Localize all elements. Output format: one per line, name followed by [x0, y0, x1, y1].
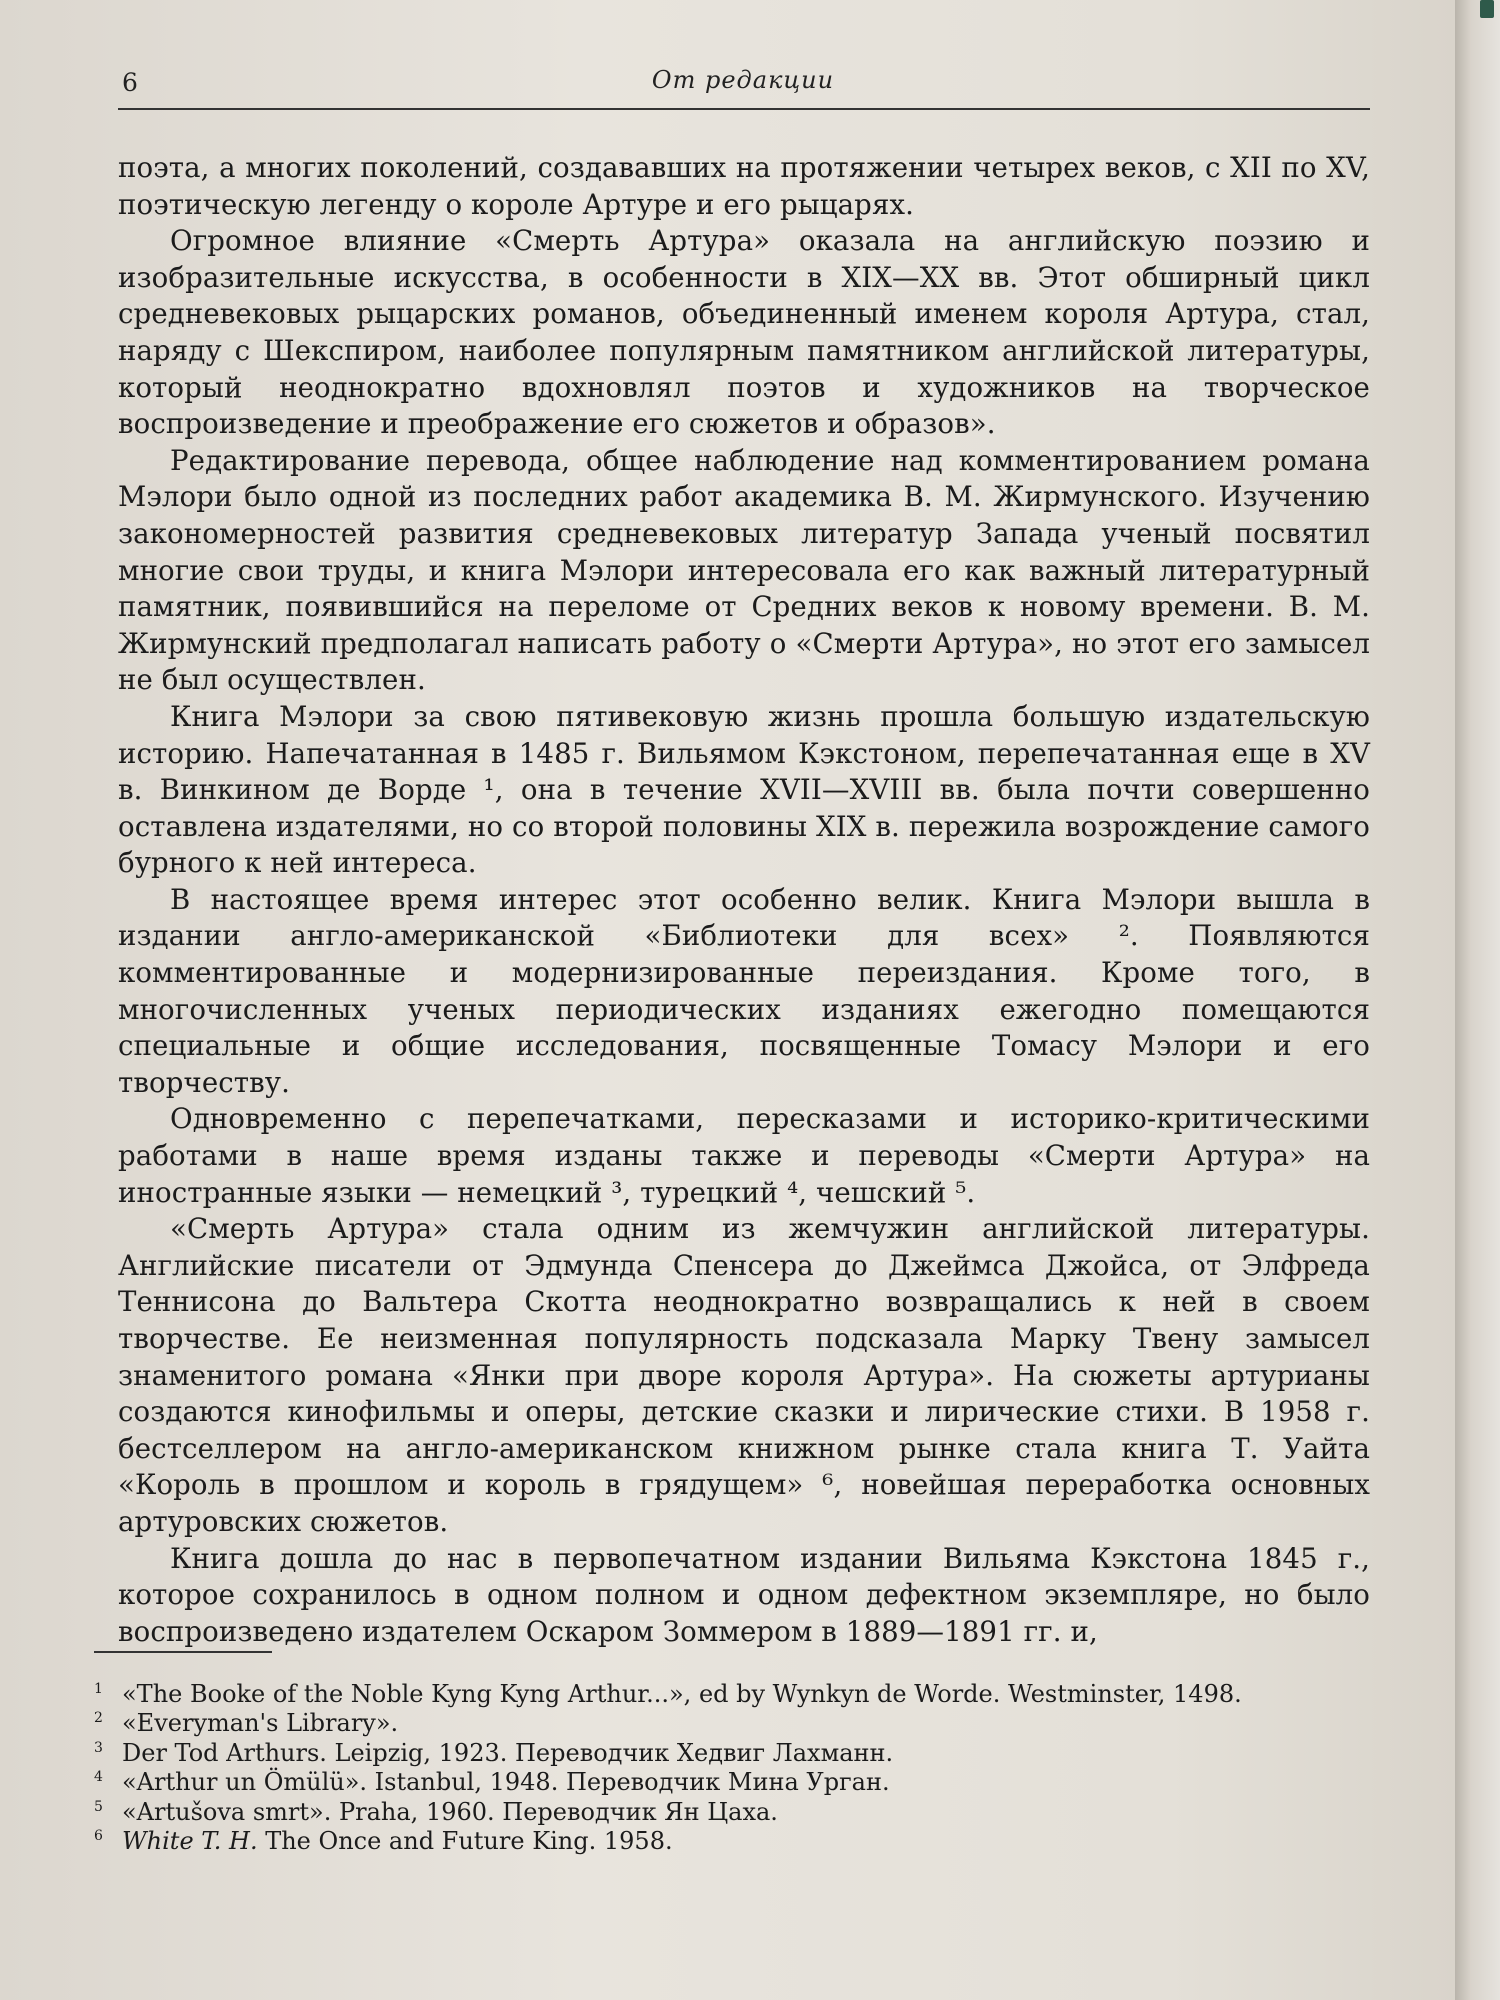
paragraph: поэта, а многих поколений, создававших на протяжении четырех веков, с XII по XV, поэтическую легенду о короле Артуре и его рыцарях. — [118, 151, 1370, 221]
footnote-mark: 2 — [94, 1710, 103, 1727]
footnote-author: White T. H. — [122, 1827, 258, 1856]
footnote-rule — [94, 1651, 272, 1653]
footnote-text: «The Booke of the Noble Kyng Kyng Arthur...», ed by Wynkyn de Worde. Westminster, 1498. — [122, 1680, 1242, 1708]
footnotes — [94, 1680, 1370, 1856]
main-text — [118, 150, 1370, 1650]
footnote-mark: 5 — [94, 1798, 103, 1815]
footnote-text: «Arthur un Ömülü». Istanbul, 1948. Переводчик Мина Урган. — [122, 1768, 890, 1797]
paragraph: Редактирование перевода, общее наблюдение над комментированием романа Мэлори было одной из последних работ академика В. М. Жирмунского. Изучению закономерностей развития средневековых литератур Запада ученый посвятил многие свои труды, и книга Мэлори интересовала его как важный литературный памятник, появившийся на переломе от Средних веков к новому времени. В. М. Жирмунский предполагал написать работу о «Смерти Артура», но этот его замысел не был осуществлен. — [118, 443, 1370, 697]
paragraph: В настоящее время интерес этот особенно велик. Книга Мэлори вышла в издании англо-американской «Библиотеки для всех» ². Появляются комментированные и модернизированные переиздания. Кроме того, в многочисленных ученых периодических изданиях ежегодно помещаются специальные и общие исследования, посвященные Томасу Мэлори и его творчеству. — [118, 882, 1370, 1099]
paragraph: Книга дошла до нас в первопечатном издании Вильяма Кэкстона 1845 г., которое сохранилось в одном полном и одном дефектном экземпляре, но было воспроизведено издателем Оскаром Зоммером в 1889—1891 гг. и, — [118, 1541, 1370, 1648]
footnote — [94, 1798, 1370, 1827]
paragraph: Огромное влияние «Смерть Артура» оказала на английскую поэзию и изобразительные искусства, в особенности в XIX—XX вв. Этот обширный цикл средневековых рыцарских романов, объединенный именем короля Артура, стал, наряду с Шекспиром, наиболее популярным памятником английской литературы, который неоднократно вдохновлял поэтов и художников на творческое воспроизведение и преображение его сюжетов и образов». — [118, 224, 1370, 441]
paragraph: Одновременно с перепечатками, пересказами и историко-критическими работами в наше время изданы также и переводы «Смерти Артура» на иностранные языки — немецкий ³, турецкий ⁴, чешский ⁵. — [118, 1102, 1370, 1209]
page-number: 6 — [122, 68, 138, 97]
footnote-text: «Everyman's Library». — [122, 1709, 399, 1738]
page-header — [118, 62, 1368, 98]
footnote — [94, 1709, 1370, 1738]
footnote — [94, 1768, 1370, 1797]
footnote — [94, 1827, 1370, 1856]
footnote-text: «Artušova smrt». Praha, 1960. Переводчик Ян Цаха. — [122, 1797, 778, 1826]
page-edge — [1455, 0, 1500, 2000]
paragraph: «Смерть Артура» стала одним из жемчужин английской литературы. Английские писатели от Эдмунда Спенсера до Джеймса Джойса, от Элфреда Теннисона до Вальтера Скотта неоднократно возвращались к ней в своем творчестве. Ее неизменная популярность подсказала Марку Твену замысел знаменитого романа «Янки при дворе короля Артура». На сюжеты артурианы создаются кинофильмы и оперы, детские сказки и лирические стихи. В 1958 г. бестселлером на англо-американском книжном рынке стала книга Т. Уайта «Король в прошлом и король в грядущем» ⁶, новейшая переработка основных артуровских сюжетов. — [118, 1212, 1370, 1538]
footnote-mark: 3 — [94, 1739, 103, 1756]
footnote-text: Der Tod Arthurs. Leipzig, 1923. Переводчик Хедвиг Лахманн. — [122, 1738, 894, 1767]
running-title: От редакции — [651, 66, 835, 94]
footnote-text: The Once and Future King. 1958. — [265, 1827, 673, 1856]
footnote — [94, 1680, 1370, 1709]
footnote — [94, 1739, 1370, 1768]
footnote-mark: 4 — [94, 1769, 103, 1786]
header-rule — [118, 108, 1370, 110]
bookmark-tab — [1480, 0, 1494, 18]
footnote-mark: 6 — [94, 1828, 103, 1845]
paragraph: Книга Мэлори за свою пятивековую жизнь прошла большую издательскую историю. Напечатанная в 1485 г. Вильямом Кэкстоном, перепечатанная еще в XV в. Винкином де Ворде ¹, она в течение XVII—XVIII вв. была почти совершенно оставлена издателями, но со второй половины XIX в. пережила возрождение самого бурного к ней интереса. — [118, 699, 1370, 880]
footnote-mark: 1 — [94, 1681, 103, 1697]
